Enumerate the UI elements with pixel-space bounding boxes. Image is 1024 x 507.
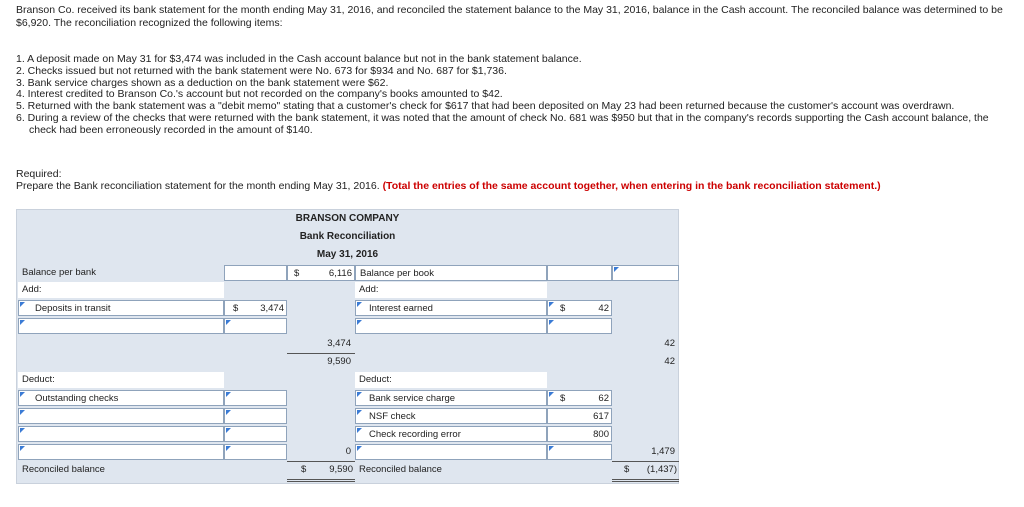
balance-per-bank-label: Balance per bank bbox=[22, 267, 96, 278]
interest-sign: $ bbox=[560, 303, 566, 314]
bank-add-blank-field[interactable] bbox=[18, 318, 224, 334]
entry-marker-icon bbox=[20, 446, 25, 451]
bank-deduct-blank-amount-3[interactable] bbox=[224, 444, 287, 460]
outstanding-checks-label: Outstanding checks bbox=[35, 393, 119, 404]
book-reconciled-value: (1,437) bbox=[646, 464, 677, 475]
entry-marker-icon bbox=[549, 302, 554, 307]
book-add-total: 42 bbox=[664, 338, 675, 349]
entry-marker-icon bbox=[549, 320, 554, 325]
bank-add-total: 3,474 bbox=[327, 338, 351, 349]
interest-amount-input[interactable] bbox=[547, 300, 612, 316]
nsf-check-field[interactable] bbox=[355, 408, 547, 424]
entry-marker-icon bbox=[614, 267, 619, 272]
entry-marker-icon bbox=[357, 410, 362, 415]
deposits-in-transit-label: Deposits in transit bbox=[35, 303, 111, 314]
problem-items bbox=[16, 54, 1016, 137]
book-reconciled-label: Reconciled balance bbox=[359, 464, 442, 475]
book-balance-amount-input[interactable] bbox=[612, 265, 679, 281]
outstanding-amount-input[interactable] bbox=[224, 390, 287, 406]
entry-marker-icon bbox=[20, 320, 25, 325]
entry-marker-icon bbox=[226, 446, 231, 451]
bank-subtotal: 9,590 bbox=[327, 356, 351, 367]
error-value: 800 bbox=[593, 429, 609, 440]
list-item: 4. Interest credited to Branson Co.'s account but not recorded on the company's books amounted to $42. bbox=[16, 88, 503, 101]
service-charge-sign: $ bbox=[560, 393, 566, 404]
deposit-sign: $ bbox=[233, 303, 239, 314]
book-deduct-blank-amount[interactable] bbox=[547, 444, 612, 460]
book-deduct-label: Deduct: bbox=[355, 372, 547, 388]
required-prompt-text: Prepare the Bank reconciliation statement for the month ending May 31, 2016. bbox=[16, 180, 380, 192]
entry-marker-icon bbox=[226, 410, 231, 415]
bank-balance-blank-input[interactable] bbox=[224, 265, 287, 281]
bank-deduct-blank-field-3[interactable] bbox=[18, 444, 224, 460]
deposit-value: 3,474 bbox=[260, 303, 284, 314]
bank-balance-sign: $ bbox=[294, 268, 300, 279]
entry-marker-icon bbox=[357, 302, 362, 307]
check-recording-error-field[interactable] bbox=[355, 426, 547, 442]
bank-deduct-blank-field-1[interactable] bbox=[18, 408, 224, 424]
error-amount-input[interactable] bbox=[547, 426, 612, 442]
bank-deduct-blank-amount-1[interactable] bbox=[224, 408, 287, 424]
entry-marker-icon bbox=[20, 410, 25, 415]
entry-marker-icon bbox=[226, 392, 231, 397]
book-deduct-blank-field[interactable] bbox=[355, 444, 547, 460]
bank-deduct-blank-amount-2[interactable] bbox=[224, 426, 287, 442]
balance-per-book-label: Balance per book bbox=[360, 268, 434, 279]
entry-marker-icon bbox=[20, 392, 25, 397]
book-reconciled-amount bbox=[612, 462, 679, 478]
book-balance-blank-input[interactable] bbox=[547, 265, 612, 281]
service-charge-value: 62 bbox=[598, 393, 609, 404]
bank-reconciled-amount bbox=[287, 462, 355, 478]
outstanding-checks-field[interactable] bbox=[18, 390, 224, 406]
intro-text: Branson Co. received its bank statement for the month ending May 31, 2016, and reconciled the statement balance to the May 31, 2016, balance in the Cash account. The reconciled balance was determined to be $6,920. The reconciliation recognized the following items: bbox=[16, 4, 1003, 29]
statement-title: Bank Reconciliation bbox=[299, 231, 396, 242]
entry-marker-icon bbox=[357, 320, 362, 325]
balance-per-book-field[interactable] bbox=[355, 265, 547, 281]
problem-intro bbox=[16, 4, 1016, 29]
bank-reconciled-sign: $ bbox=[301, 464, 307, 475]
bank-add-blank-amount-input[interactable] bbox=[224, 318, 287, 334]
date-title: May 31, 2016 bbox=[316, 249, 379, 260]
book-add-blank-amount-input[interactable] bbox=[547, 318, 612, 334]
book-double-rule bbox=[612, 479, 679, 482]
entry-marker-icon bbox=[549, 446, 554, 451]
list-item: 5. Returned with the bank statement was a "debit memo" stating that a customer's check for $617 that had been deposited on May 23 had been returned because the customer's account was overdrawn. bbox=[16, 100, 955, 113]
nsf-amount-input[interactable] bbox=[547, 408, 612, 424]
entry-marker-icon bbox=[226, 320, 231, 325]
bank-deduct-total: 0 bbox=[345, 446, 351, 457]
bank-deduct-label: Deduct: bbox=[18, 372, 224, 388]
bank-add-label: Add: bbox=[18, 282, 224, 298]
book-add-label: Add: bbox=[355, 282, 547, 298]
entry-marker-icon bbox=[549, 392, 554, 397]
bank-balance-amount-input[interactable] bbox=[287, 265, 355, 281]
entry-marker-icon bbox=[357, 428, 362, 433]
bank-reconciled-label: Reconciled balance bbox=[22, 464, 105, 475]
deposit-amount-input[interactable] bbox=[224, 300, 287, 316]
required-heading: Required: bbox=[16, 168, 62, 180]
bank-deduct-blank-field-2[interactable] bbox=[18, 426, 224, 442]
nsf-value: 617 bbox=[593, 411, 609, 422]
entry-marker-icon bbox=[20, 302, 25, 307]
bank-balance-value: 6,116 bbox=[328, 268, 352, 279]
entry-marker-icon bbox=[357, 446, 362, 451]
check-recording-error-label: Check recording error bbox=[369, 429, 461, 440]
entry-marker-icon bbox=[20, 428, 25, 433]
service-charge-amount-input[interactable] bbox=[547, 390, 612, 406]
interest-value: 42 bbox=[598, 303, 609, 314]
entry-marker-icon bbox=[357, 392, 362, 397]
interest-earned-label: Interest earned bbox=[369, 303, 433, 314]
book-deduct-total: 1,479 bbox=[651, 446, 675, 457]
bank-double-rule bbox=[287, 479, 355, 482]
nsf-check-label: NSF check bbox=[369, 411, 416, 422]
book-subtotal: 42 bbox=[664, 356, 675, 367]
list-item: 6. During a review of the checks that were returned with the bank statement, it was noted that the amount of check No. 681 was $950 but that in the company's records supporting the Cash account balance, the check had been erroneously recorded in the amount of $140. bbox=[16, 111, 989, 136]
bank-reconciliation-table bbox=[16, 209, 679, 484]
bank-reconciled-value: 9,590 bbox=[329, 464, 353, 475]
interest-earned-field[interactable] bbox=[355, 300, 547, 316]
deposits-in-transit-field[interactable] bbox=[18, 300, 224, 316]
book-reconciled-sign: $ bbox=[624, 464, 630, 475]
company-title: BRANSON COMPANY bbox=[295, 213, 400, 224]
entry-marker-icon bbox=[226, 428, 231, 433]
list-item: 2. Checks issued but not returned with the bank statement were No. 673 for $934 and No. 687 for $1,736. bbox=[16, 64, 507, 77]
required-note: (Total the entries of the same account together, when entering in the bank reconciliation statement.) bbox=[382, 180, 881, 192]
bank-service-charge-label: Bank service charge bbox=[369, 393, 456, 404]
list-item: 3. Bank service charges shown as a deduction on the bank statement were $62. bbox=[16, 76, 389, 89]
required-prompt bbox=[16, 180, 881, 192]
required-section bbox=[16, 168, 881, 192]
list-item: 1. A deposit made on May 31 for $3,474 was included in the Cash account balance but not in the bank statement balance. bbox=[16, 53, 582, 65]
book-add-blank-field[interactable] bbox=[355, 318, 547, 334]
bank-service-charge-field[interactable] bbox=[355, 390, 547, 406]
